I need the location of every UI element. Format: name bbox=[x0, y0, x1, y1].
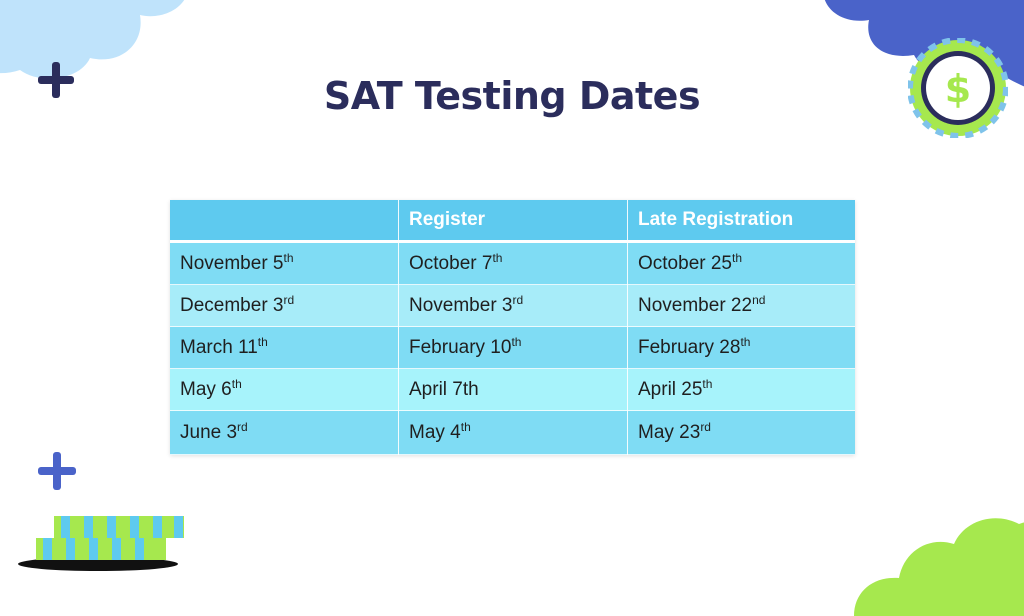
late-registration-date-cell bbox=[628, 285, 856, 327]
ordinal-suffix: rd bbox=[237, 419, 248, 434]
header-register: Register bbox=[399, 200, 628, 242]
cell-text: October 7 bbox=[409, 252, 493, 274]
plus-icon bbox=[38, 452, 76, 490]
late-registration-date-cell bbox=[628, 242, 856, 285]
late-registration-date-cell bbox=[628, 327, 856, 369]
cell-text: November 5 bbox=[180, 252, 284, 274]
poker-chips-icon bbox=[16, 508, 186, 572]
test-date-cell bbox=[170, 242, 399, 285]
ordinal-suffix: th bbox=[283, 250, 294, 265]
table-row bbox=[170, 369, 855, 411]
cell-text: April 7th bbox=[409, 378, 479, 400]
ordinal-suffix: nd bbox=[752, 292, 766, 307]
cell-text: April 25 bbox=[638, 378, 703, 400]
late-registration-date-cell bbox=[628, 411, 856, 455]
cell-text: February 10 bbox=[409, 336, 512, 358]
cell-text: December 3 bbox=[180, 294, 284, 316]
cell-text: May 6 bbox=[180, 378, 232, 400]
coin-symbol: $ bbox=[944, 67, 972, 111]
ordinal-suffix: th bbox=[492, 250, 503, 265]
table-row bbox=[170, 411, 855, 455]
cell-text: October 25 bbox=[638, 252, 732, 274]
ordinal-suffix: th bbox=[257, 334, 268, 349]
ordinal-suffix: th bbox=[231, 376, 242, 391]
ordinal-suffix: th bbox=[460, 419, 471, 434]
table-row bbox=[170, 327, 855, 369]
cloud-icon bbox=[854, 456, 1024, 616]
ordinal-suffix: th bbox=[702, 376, 713, 391]
cell-text: February 28 bbox=[638, 336, 741, 358]
register-date-cell bbox=[399, 327, 628, 369]
table-row bbox=[170, 242, 855, 285]
sat-dates-table bbox=[170, 200, 855, 455]
cell-text: November 22 bbox=[638, 294, 753, 316]
cell-text: May 23 bbox=[638, 421, 701, 443]
page-title: SAT Testing Dates bbox=[323, 74, 701, 118]
late-registration-date-cell bbox=[628, 369, 856, 411]
test-date-cell bbox=[170, 285, 399, 327]
register-date-cell bbox=[399, 369, 628, 411]
test-date-cell bbox=[170, 411, 399, 455]
register-date-cell bbox=[399, 285, 628, 327]
ordinal-suffix: rd bbox=[512, 292, 524, 307]
cell-text: June 3 bbox=[180, 421, 238, 443]
cell-text: May 4 bbox=[409, 421, 461, 443]
table-header-row bbox=[170, 200, 855, 242]
ordinal-suffix: rd bbox=[700, 419, 711, 434]
ordinal-suffix: th bbox=[511, 334, 522, 349]
header-late-registration: Late Registration bbox=[628, 200, 856, 242]
cell-text: March 11 bbox=[180, 336, 258, 358]
test-date-cell bbox=[170, 327, 399, 369]
header-test-date bbox=[170, 200, 399, 242]
ordinal-suffix: th bbox=[732, 250, 743, 265]
table-row bbox=[170, 285, 855, 327]
register-date-cell bbox=[399, 242, 628, 285]
register-date-cell bbox=[399, 411, 628, 455]
ordinal-suffix: rd bbox=[283, 292, 295, 307]
ordinal-suffix: th bbox=[740, 334, 751, 349]
test-date-cell bbox=[170, 369, 399, 411]
cell-text: November 3 bbox=[409, 294, 513, 316]
